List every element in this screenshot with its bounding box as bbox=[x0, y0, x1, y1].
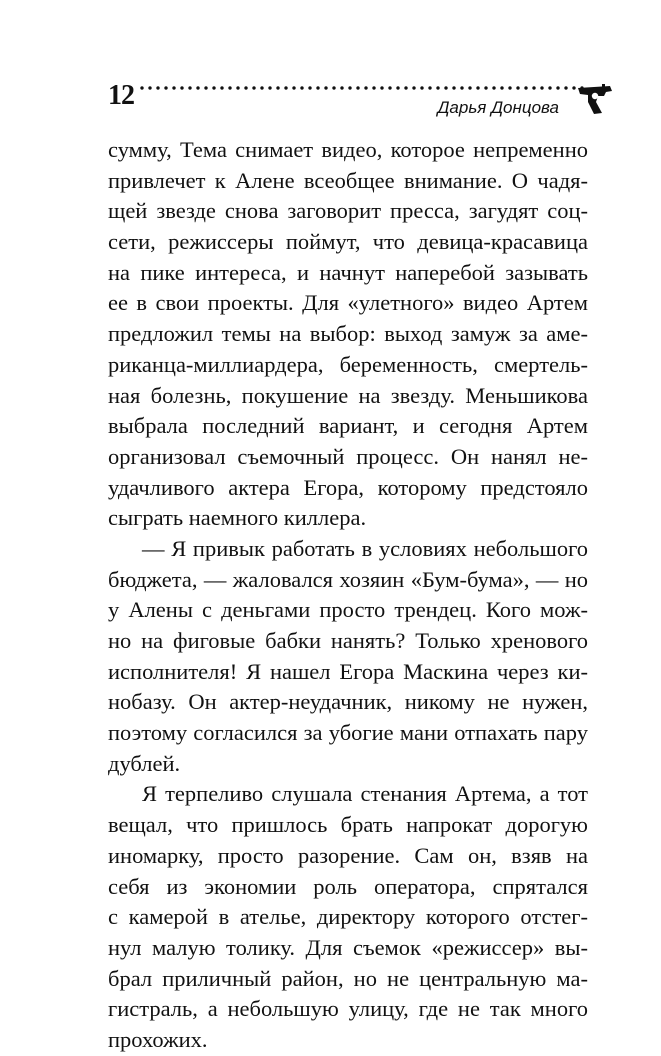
text-line: удачливого актера Егора, которому предстояло bbox=[108, 474, 588, 500]
text-line: нул малую толику. Для съемок «режиссер» вы- bbox=[108, 934, 588, 960]
text-line: Я терпеливо слушала стенания Артема, а тот bbox=[142, 781, 588, 807]
text-line: организовал съемочный процесс. Он нанял не- bbox=[108, 443, 588, 469]
text-line: предложил темы на выбор: выход замуж за аме- bbox=[108, 321, 588, 347]
text-line: ее в свои проекты. Для «улетного» видео Артем bbox=[108, 290, 588, 316]
text-line: ная болезнь, покушение на звезду. Меньшикова bbox=[108, 382, 588, 408]
text-line: выбрала последний вариант, и сегодня Артем bbox=[108, 413, 588, 439]
text-line: гистраль, а небольшую улицу, где не так много bbox=[108, 996, 588, 1022]
text-line: бюджета, — жаловался хозяин «Бум-бума», — но bbox=[108, 566, 588, 592]
text-line: вещал, что пришлось брать напрокат дорогую bbox=[108, 812, 588, 838]
text-line: нобазу. Он актер-неудачник, никому не нужен, bbox=[108, 689, 588, 715]
text-line: исполнителя! Я нашел Егора Маскина через ки- bbox=[108, 658, 588, 684]
text-line: сыграть наемного киллера. bbox=[108, 505, 367, 531]
text-line: у Алены с деньгами просто трендец. Кого мож- bbox=[108, 597, 588, 623]
text-line: но на фиговые бабки нанять? Только хренового bbox=[108, 628, 588, 653]
text-line: прохожих. bbox=[108, 1026, 208, 1052]
page-number: 12 bbox=[108, 80, 134, 111]
author-name: Дарья Донцова bbox=[437, 98, 559, 117]
text-line: брал приличный район, но не центральную ма- bbox=[108, 965, 588, 991]
dotted-rule bbox=[138, 84, 584, 92]
text-line: риканца-миллиардера, беременность, смертель- bbox=[108, 351, 588, 377]
text-line: — Я привык работать в условиях небольшого bbox=[142, 535, 588, 561]
running-header bbox=[0, 0, 661, 130]
text-line: на пике интереса, и начнут наперебой зазывать bbox=[108, 259, 588, 285]
revolver-icon bbox=[576, 82, 614, 116]
text-line: поэтому согласился за убогие мани отпахать пару bbox=[108, 720, 588, 746]
text-line: дублей. bbox=[108, 750, 181, 776]
text-line: сети, режиссеры поймут, что девица-красавица bbox=[108, 229, 588, 255]
body-text bbox=[108, 135, 588, 1056]
text-line: с камерой в ателье, директору которого отстег- bbox=[108, 904, 588, 930]
text-line: иномарку, просто разорение. Сам он, взяв на bbox=[108, 842, 588, 868]
text-line: сумму, Тема снимает видео, которое непременно bbox=[108, 137, 588, 162]
text-line: щей звезде снова заговорит пресса, загудят соц- bbox=[108, 198, 588, 224]
text-line: привлечет к Алене всеобщее внимание. О чадя- bbox=[108, 167, 588, 193]
text-line: себя из экономии роль оператора, спрятался bbox=[108, 873, 588, 899]
